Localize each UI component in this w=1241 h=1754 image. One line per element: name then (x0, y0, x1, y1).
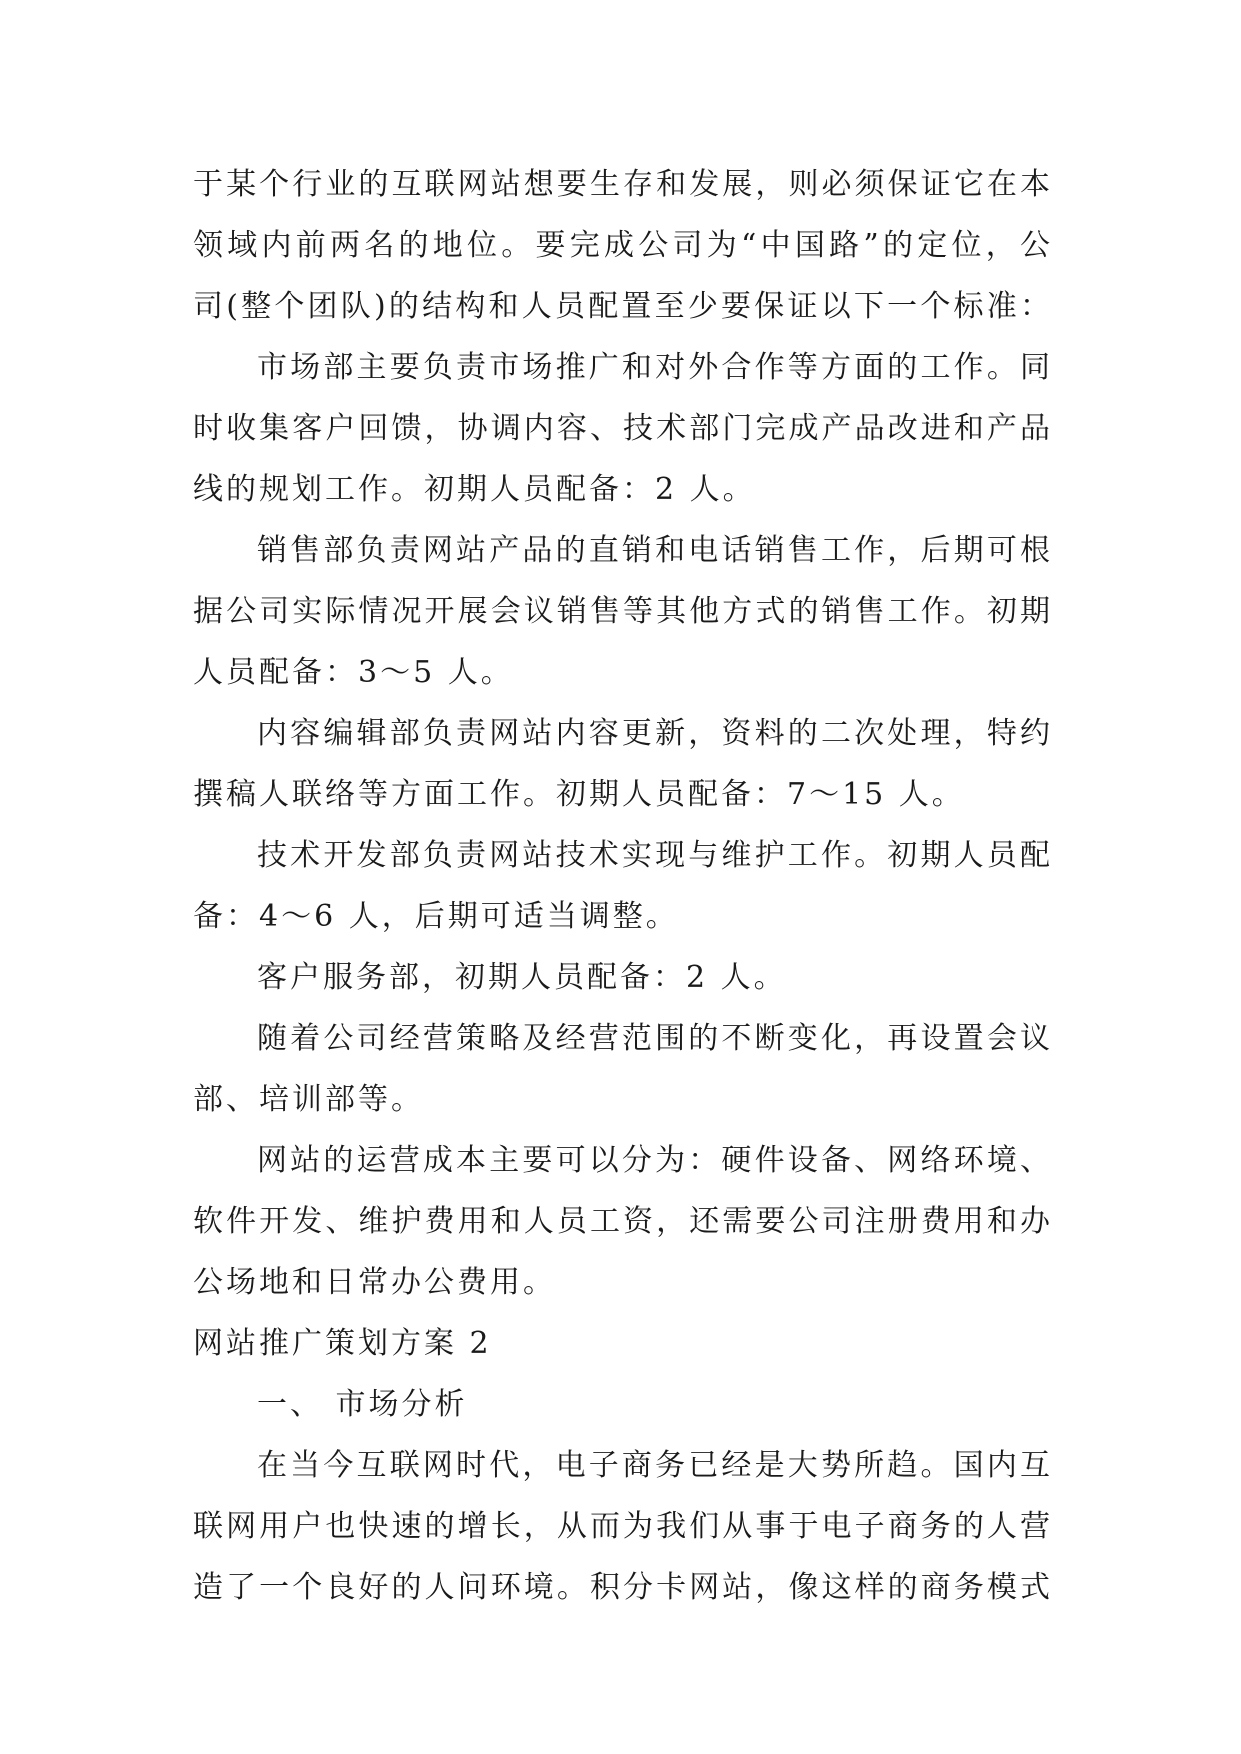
text-line: 销售部负责网站产品的直销和电话销售工作，后期可根 (257, 533, 1053, 568)
text-line: 内容编辑部负责网站内容更新，资料的二次处理，特约 (257, 716, 1053, 751)
document-page (193, 154, 1053, 1618)
text-line: 客户服务部，初期人员配备：2 人。 (257, 960, 787, 995)
paragraph (193, 1435, 1053, 1618)
paragraph (193, 703, 1053, 825)
subsection-title (193, 1374, 1053, 1435)
text-line: 一、 市场分析 (257, 1387, 468, 1422)
text-line: 撰稿人联络等方面工作。初期人员配备：7～15 人。 (193, 777, 965, 812)
text-line: 领域内前两名的地位。要完成公司为“中国路”的定位，公 (193, 228, 1053, 263)
text-line: 联网用户也快速的增长，从而为我们从事于电子商务的人营 (193, 1509, 1053, 1544)
paragraph (193, 825, 1053, 947)
text-line: 备：4～6 人，后期可适当调整。 (193, 899, 679, 934)
text-line: 技术开发部负责网站技术实现与维护工作。初期人员配 (257, 838, 1053, 873)
text-line: 公场地和日常办公费用。 (193, 1265, 556, 1300)
paragraph (193, 337, 1053, 520)
text-line: 线的规划工作。初期人员配备：2 人。 (193, 472, 756, 507)
section-title (193, 1313, 1053, 1374)
text-line: 网站的运营成本主要可以分为：硬件设备、网络环境、 (257, 1143, 1053, 1178)
text-line: 随着公司经营策略及经营范围的不断变化，再设置会议 (257, 1021, 1053, 1056)
text-line: 网站推广策划方案 2 (193, 1326, 492, 1361)
paragraph (193, 1130, 1053, 1313)
paragraph (193, 947, 1053, 1008)
text-line: 时收集客户回馈，协调内容、技术部门完成产品改进和产品 (193, 411, 1053, 446)
text-line: 人员配备：3～5 人。 (193, 655, 514, 690)
text-line: 据公司实际情况开展会议销售等其他方式的销售工作。初期 (193, 594, 1053, 629)
text-line: 部、培训部等。 (193, 1082, 424, 1117)
text-line: 市场部主要负责市场推广和对外合作等方面的工作。同 (257, 350, 1053, 385)
paragraph (193, 520, 1053, 703)
paragraph (193, 154, 1053, 337)
paragraph (193, 1008, 1053, 1130)
text-line: 造了一个良好的人问环境。积分卡网站，像这样的商务模式 (193, 1570, 1053, 1605)
text-line: 在当今互联网时代，电子商务已经是大势所趋。国内互 (257, 1448, 1053, 1483)
text-line: 司(整个团队)的结构和人员配置至少要保证以下一个标准： (193, 289, 1053, 324)
text-line: 软件开发、维护费用和人员工资，还需要公司注册费用和办 (193, 1204, 1053, 1239)
text-line: 于某个行业的互联网站想要生存和发展，则必须保证它在本 (193, 167, 1053, 202)
